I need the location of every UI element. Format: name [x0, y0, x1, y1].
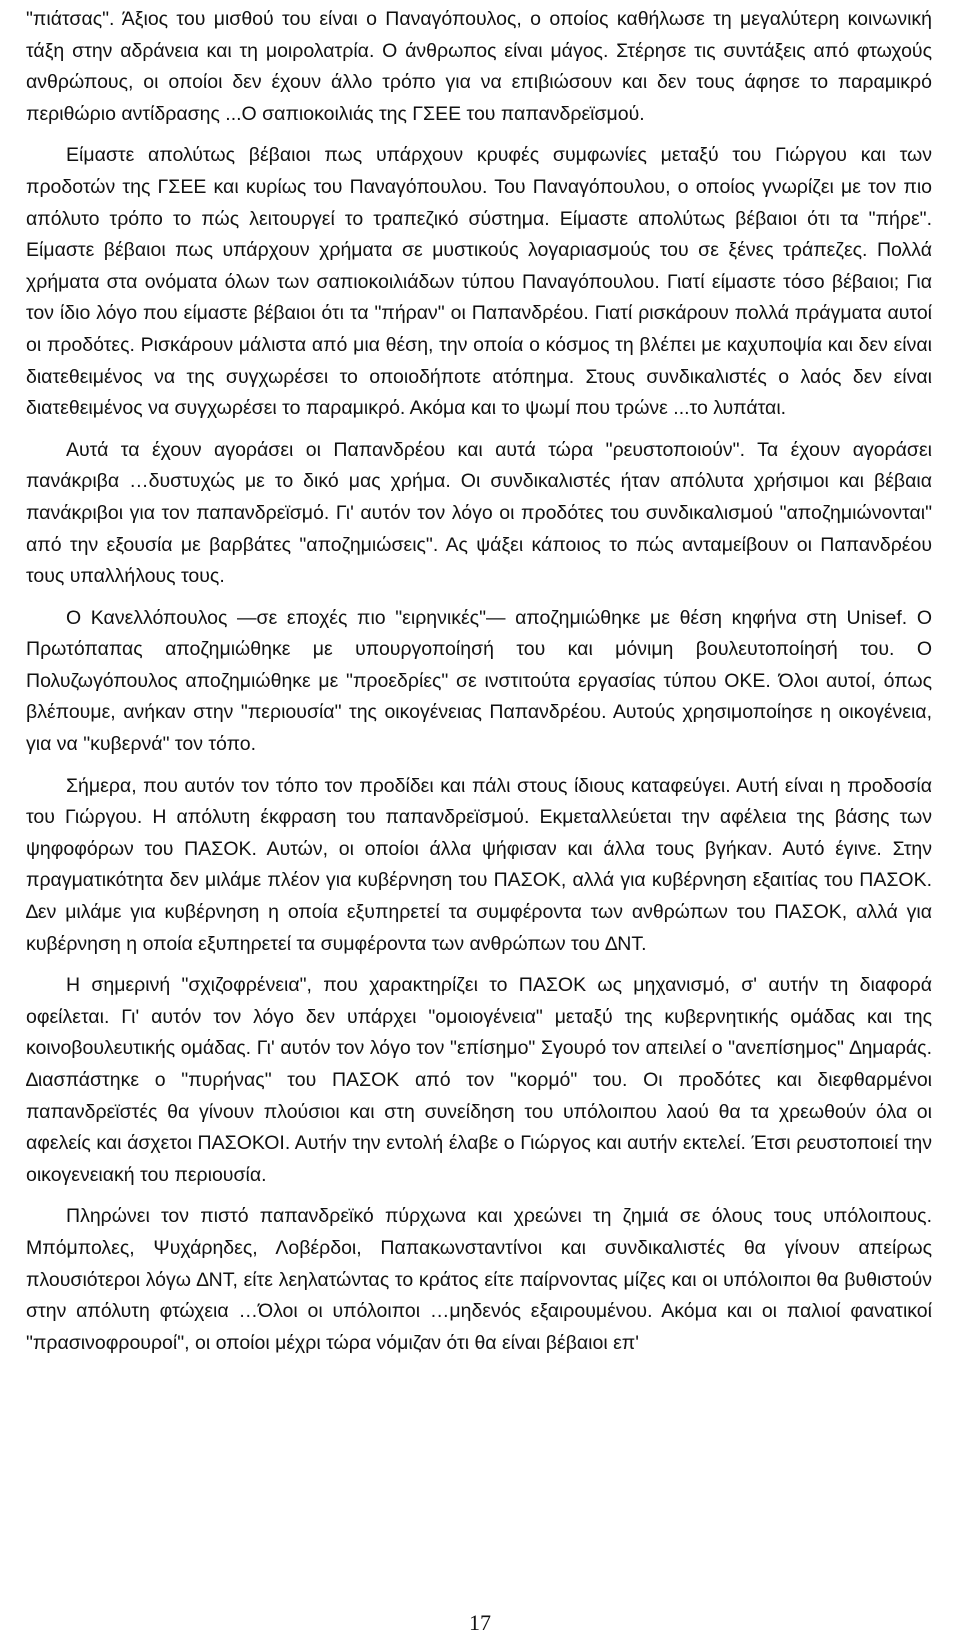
paragraph: Η σημερινή "σχιζοφρένεια", που χαρακτηρίζει το ΠΑΣΟΚ ως μηχανισμό, σ' αυτήν τη διαφορά οφείλεται. Γι' αυτόν τον λόγο δεν υπάρχει "ομοιογένεια" μεταξύ της κυβερνητικής ομάδας και της κοινοβουλευτικής ομάδας. Γι' αυτόν τον λόγο τον "επίσημο" Σγουρό τον απειλεί ο "ανεπίσημος" ∆ημαράς. ∆ιασπάστηκε ο "πυρήνας" του ΠΑΣΟΚ από τον "κορμό" του. Οι προδότες και διεφθαρμένοι παπανδρεϊστές θα γίνουν πλούσιοι και στη συνείδηση του υπόλοιπου λαού θα τα χρεωθούν όλα οι αφελείς και άσχετοι ΠΑΣΟΚΟΙ. Αυτήν την εντολή έλαβε ο Γιώργος και αυτήν εκτελεί. Έτσι ρευστοποιεί την οικογενειακή του περιουσία. [26, 974, 932, 1186]
paragraph: Αυτά τα έχουν αγοράσει οι Παπανδρέου και αυτά τώρα "ρευστοποιούν". Τα έχουν αγοράσει πανάκριβα …δυστυχώς με το δικό μας χρήμα. Οι συνδικαλιστές ήταν απόλυτα χρήσιμοι και βέβαια πανάκριβοι για τον παπανδρεϊσμό. Γι' αυτόν τον λόγο οι προδότες του συνδικαλισμού "αποζημιώνονται" από την εξουσία με βαρβάτες "αποζημιώσεις". Ας ψάξει κάποιος το πώς ανταμείβουν οι Παπανδρέου τους υπαλλήλους τους. [26, 438, 932, 588]
body-text [26, 4, 932, 1369]
paragraph: Είμαστε απολύτως βέβαιοι πως υπάρχουν κρυφές συμφωνίες μεταξύ του Γιώργου και των προδοτών της ΓΣΕΕ και κυρίως του Παναγόπουλου. Του Παναγόπουλου, ο οποίος γνωρίζει με τον πιο απόλυτο τρόπο το πώς λειτουργεί το τραπεζικό σύστημα. Είμαστε απολύτως βέβαιοι ότι τα "πήρε". Είμαστε βέβαιοι πως υπάρχουν χρήματα σε μυστικούς λογαριασμούς του σε ξένες τράπεζες. Πολλά χρήματα στα ονόματα όλων των σαπιοκοιλιάδων τύπου Παναγόπουλου. Γιατί είμαστε τόσο βέβαιοι; Για τον ίδιο λόγο που είμαστε βέβαιοι ότι τα "πήραν" οι Παπανδρέου. Γιατί ρισκάρουν πολλά πράγματα αυτοί οι προδότες. Ρισκάρουν μάλιστα από μια θέση, την οποία ο κόσμος τη βλέπει με καχυποψία και δεν είναι διατεθειμένος να της συγχωρέσει το οποιοδήποτε ατόπημα. Στους συνδικαλιστές ο λαός δεν είναι διατεθειμένος να συγχωρέσει το παραμικρό. Ακόμα και το ψωμί που τρώνε ...το λυπάται. [26, 144, 932, 420]
paragraph: Ο Κανελλόπουλος —σε εποχές πιο "ειρηνικές"— αποζημιώθηκε με θέση κηφήνα στη Unisef. Ο Πρωτόπαπας αποζημιώθηκε με υπουργοποίησή του και μόνιμη βουλευτοποίησή του. Ο Πολυζωγόπουλος αποζημιώθηκε με "προεδρίες" σε ινστιτούτα εργασίας τύπου ΟΚΕ. Όλοι αυτοί, όπως βλέπουμε, ανήκαν στην "περιουσία" της οικογένειας Παπανδρέου. Αυτούς χρησιμοποίησε η οικογένεια, για να "κυβερνά" τον τόπο. [26, 606, 932, 756]
paragraph: Σήμερα, που αυτόν τον τόπο τον προδίδει και πάλι στους ίδιους καταφεύγει. Αυτή είναι η προδοσία του Γιώργου. Η απόλυτη έκφραση του παπανδρεϊσμού. Εκμεταλλεύεται την αφέλεια της βάσης των ψηφοφόρων του ΠΑΣΟΚ. Αυτών, οι οποίοι άλλα ψήφισαν και άλλα τους βγήκαν. Αυτό έγινε. Στην πραγματικότητα δεν μιλάμε πλέον για κυβέρνηση του ΠΑΣΟΚ, αλλά για κυβέρνηση εξαιτίας του ΠΑΣΟΚ. ∆εν μιλάμε για κυβέρνηση η οποία εξυπηρετεί τα συμφέροντα των ανθρώπων του ΠΑΣΟΚ, αλλά για κυβέρνηση η οποία εξυπηρετεί τα συμφέροντα των ανθρώπων του ∆ΝΤ. [26, 774, 932, 955]
paragraph: Πληρώνει τον πιστό παπανδρεϊκό πύρχωνα και χρεώνει τη ζημιά σε όλους τους υπόλοιπους. Μπόμπολες, Ψυχάρηδες, Λοβέρδοι, Παπακωνσταντίνοι και συνδικαλιστές θα γίνουν απείρως πλουσιότεροι λόγω ∆ΝΤ, είτε λεηλατώντας το κράτος είτε παίρνοντας μίζες και οι υπόλοιποι θα βυθιστούν στην απόλυτη φτώχεια …Όλοι οι υπόλοιποι …μηδενός εξαιρουμένου. Ακόμα και οι παλιοί φανατικοί "πρασινοφρουροί", οι οποίοι μέχρι τώρα νόμιζαν ότι θα είναι βέβαιοι επ' [26, 1205, 932, 1354]
page-number: 17 [469, 1610, 491, 1635]
paragraph: "πιάτσας". Άξιος του μισθού του είναι ο Παναγόπουλος, ο οποίος καθήλωσε τη μεγαλύτερη κοινωνική τάξη στην αδράνεια και τη μοιρολατρία. Ο άνθρωπος είναι μάγος. Στέρησε τις συντάξεις από φτωχούς ανθρώπους, οι οποίοι δεν έχουν άλλο τρόπο για να επιβιώσουν και δεν τους άφησε το παραμικρό περιθώριο αντίδρασης ...Ο σαπιοκοιλιάς της ΓΣΕΕ του παπανδρεϊσμού. [26, 8, 932, 125]
